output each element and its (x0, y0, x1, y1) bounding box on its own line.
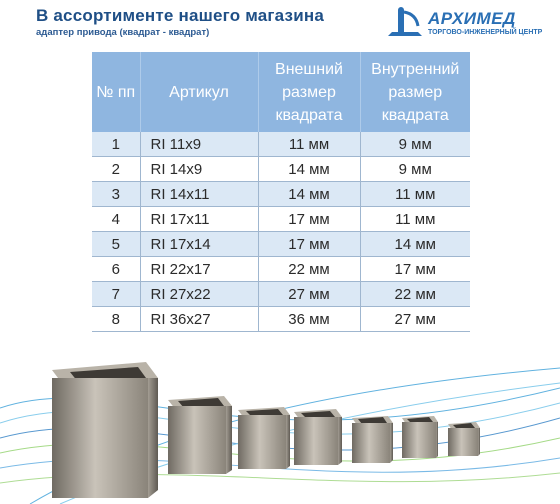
cell-inner: 11 мм (360, 182, 470, 207)
cell-outer: 11 мм (258, 132, 360, 157)
cell-num: 8 (92, 307, 140, 332)
cell-num: 7 (92, 282, 140, 307)
cell-num: 1 (92, 132, 140, 157)
cell-inner: 22 мм (360, 282, 470, 307)
cell-outer: 36 мм (258, 307, 360, 332)
table-row (92, 207, 470, 232)
cell-article: RI 17x14 (140, 232, 258, 257)
header-inner-size (360, 52, 470, 132)
cell-inner: 27 мм (360, 307, 470, 332)
cell-article: RI 17x11 (140, 207, 258, 232)
header-inner-line: квадрата (381, 106, 449, 124)
cell-article: RI 11x9 (140, 132, 258, 157)
header-outer-line: квадрата (275, 106, 343, 124)
header-inner-line: Внутренний (371, 60, 460, 78)
table-row (92, 282, 470, 307)
adapter-cube (448, 422, 480, 456)
adapter-cube (352, 416, 393, 463)
cell-article: RI 36x27 (140, 307, 258, 332)
cell-outer: 14 мм (258, 157, 360, 182)
cell-num: 3 (92, 182, 140, 207)
header-inner-line: размер (388, 83, 443, 101)
table-row (92, 232, 470, 257)
archimedes-logo-icon (388, 6, 426, 40)
cell-inner: 9 мм (360, 132, 470, 157)
cell-outer: 17 мм (258, 207, 360, 232)
cell-outer: 27 мм (258, 282, 360, 307)
table-row (92, 257, 470, 282)
cell-num: 4 (92, 207, 140, 232)
table-row (92, 307, 470, 332)
cell-inner: 11 мм (360, 207, 470, 232)
cell-article: RI 27x22 (140, 282, 258, 307)
logo-tagline: ТОРГОВО-ИНЖЕНЕРНЫЙ ЦЕНТР (428, 29, 543, 36)
table-header-row (92, 52, 470, 132)
header-outer-line: размер (282, 83, 336, 101)
square-adapters-photo (0, 348, 560, 504)
header-article: Артикул (140, 52, 258, 132)
header-outer-size (258, 52, 360, 132)
cell-outer: 14 мм (258, 182, 360, 207)
cell-num: 6 (92, 257, 140, 282)
table-row (92, 182, 470, 207)
table-row (92, 132, 470, 157)
header-num: № пп (92, 52, 140, 132)
brand-logo (388, 6, 543, 40)
adapter-cube (294, 409, 342, 465)
cell-outer: 22 мм (258, 257, 360, 282)
cell-inner: 9 мм (360, 157, 470, 182)
cell-article: RI 14x11 (140, 182, 258, 207)
cell-article: RI 14x9 (140, 157, 258, 182)
page-title: В ассортименте нашего магазина (36, 6, 324, 25)
table-row (92, 157, 470, 182)
cell-inner: 14 мм (360, 232, 470, 257)
adapter-cube (402, 416, 438, 458)
adapter-cube (238, 407, 290, 469)
page-subtitle: адаптер привода (квадрат - квадрат) (36, 27, 210, 38)
header-outer-line: Внешний (275, 60, 343, 78)
cell-outer: 17 мм (258, 232, 360, 257)
adapter-cube (168, 396, 232, 474)
cell-inner: 17 мм (360, 257, 470, 282)
logo-wordmark: АРХИМЕД (428, 9, 516, 28)
cell-article: RI 22x17 (140, 257, 258, 282)
cell-num: 5 (92, 232, 140, 257)
adapter-cube (52, 362, 158, 498)
cell-num: 2 (92, 157, 140, 182)
sizes-table (92, 52, 470, 332)
